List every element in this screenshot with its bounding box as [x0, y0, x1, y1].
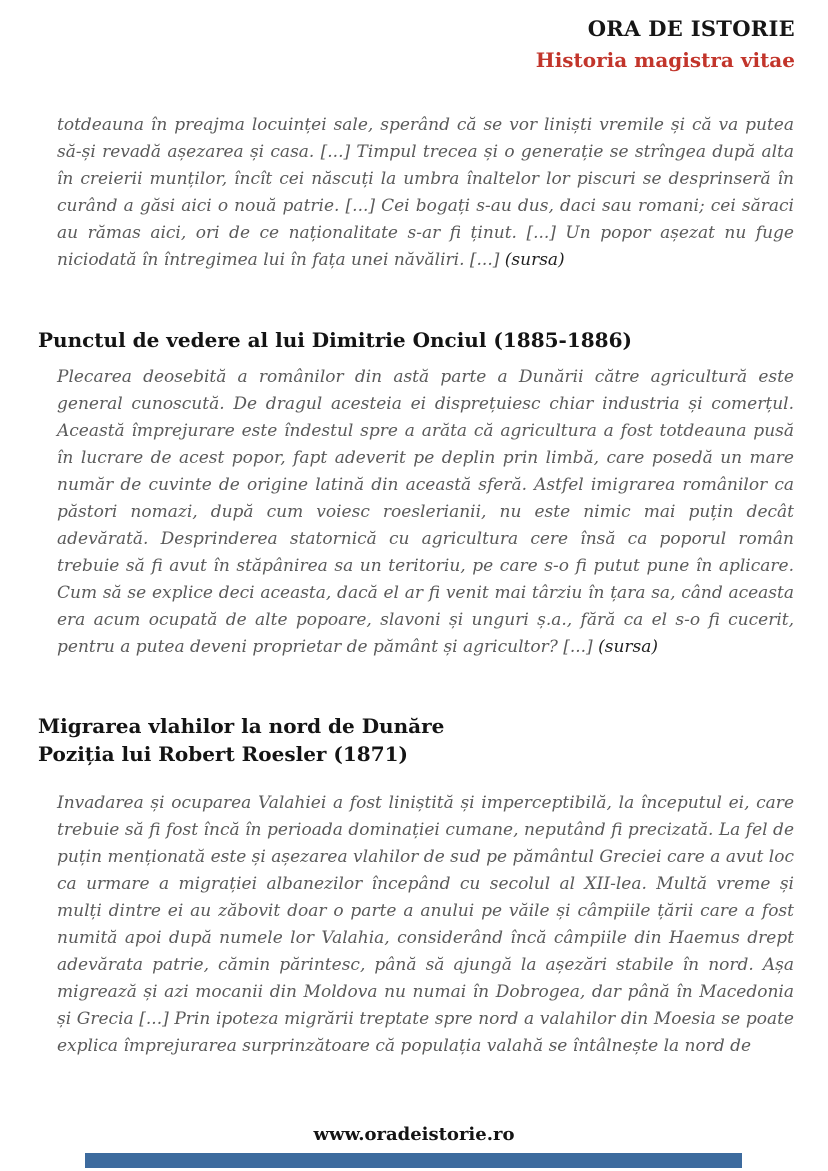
site-title: ORA DE ISTORIE — [587, 16, 795, 41]
quote-paragraph-3 — [57, 790, 794, 1060]
source-link-1[interactable]: (sursa) — [504, 250, 565, 270]
section-heading-roesler-line1: Migrarea vlahilor la nord de Dunăre — [38, 714, 445, 738]
footer-bar — [85, 1153, 742, 1168]
section-heading-roesler — [38, 712, 794, 768]
section-heading-roesler-line2: Poziția lui Robert Roesler (1871) — [38, 742, 409, 766]
section-heading-onciul: Punctul de vedere al lui Dimitrie Onciul (1885-1886) — [38, 328, 632, 352]
quote-3-text: Invadarea și ocuparea Valahiei a fost liniștită și imperceptibilă, la începutul ei, care trebuie să fi fost încă în perioada dominației cumane, neputând fi precizată. La fel de puțin menționată este și așezarea vlahilor de sud pe pământul Greciei care a avut loc ca urmare a migrației albanezilor începând cu secolul al XII-lea. Multă vreme și mulți dintre ei au zăbovit doar o parte a anului pe văile și câmpiile țării care a fost numită apoi după numele lor Valahia, considerând încă câmpiile din Haemus drept adevărata patrie, cămin părintesc, până să ajungă la așezări stabile în nord. Așa migrează și azi mocanii din Moldova nu numai în Dobrogea, dar până în Macedonia și Grecia [...] Prin ipoteza migrării treptate spre nord a valahilor din Moesia se poate explica împrejurarea surprinzătoare că populația valahă se întâlnește la nord de — [57, 793, 794, 1056]
quote-paragraph-2 — [57, 364, 794, 661]
quote-1-text: totdeauna în preajma locuinței sale, sperând că se vor liniști vremile și că va putea să-și revadă așezarea și casa. [...] Timpul trecea și o generație se strîngea după alta în creierii munților, încît cei născuți la umbra înaltelor lor piscuri se desprinseră în curând a găsi aici o nouă patrie. [...] Cei bogați s-au dus, daci sau romani; cei săraci au rămas aici, ori de ce naționalitate s-ar fi ținut. [...] Un popor așezat nu fuge niciodată în întregimea lui în fața unei năvăliri. [...] — [57, 115, 794, 270]
site-tagline: Historia magistra vitae — [535, 48, 795, 72]
quote-2-text: Plecarea deosebită a românilor din astă parte a Dunării către agricultură este general cunoscută. De dragul acesteia ei disprețuiesc chiar industria și comerțul. Această împrejurare este îndestul spre a arăta că agricultura a fost totdeauna pusă în lucrare de acest popor, fapt adeverit pe deplin prin limbă, care posedă un mare număr de cuvinte de origine latină din această sferă. Astfel imigrarea românilor ca păstori nomazi, după cum voiesc roeslerianii, nu este nimic mai puțin decât adevărată. Desprinderea statornică cu agricultura cere însă ca poporul român trebuie să fi avut în stăpânirea sa un teritoriu, pe care s-o fi putut pune în aplicare. Cum să se explice deci aceasta, dacă el ar fi venit mai târziu în țara sa, când aceasta era acum ocupată de alte popoare, slavoni și unguri ș.a., fără ca el s-o fi cucerit, pentru a putea deveni proprietar de pământ și agricultor? [...] — [57, 367, 794, 657]
quote-paragraph-1 — [57, 112, 794, 274]
site-header — [536, 16, 795, 72]
source-link-2[interactable]: (sursa) — [598, 637, 659, 657]
site-url: www.oradeistorie.ro — [313, 1124, 515, 1145]
